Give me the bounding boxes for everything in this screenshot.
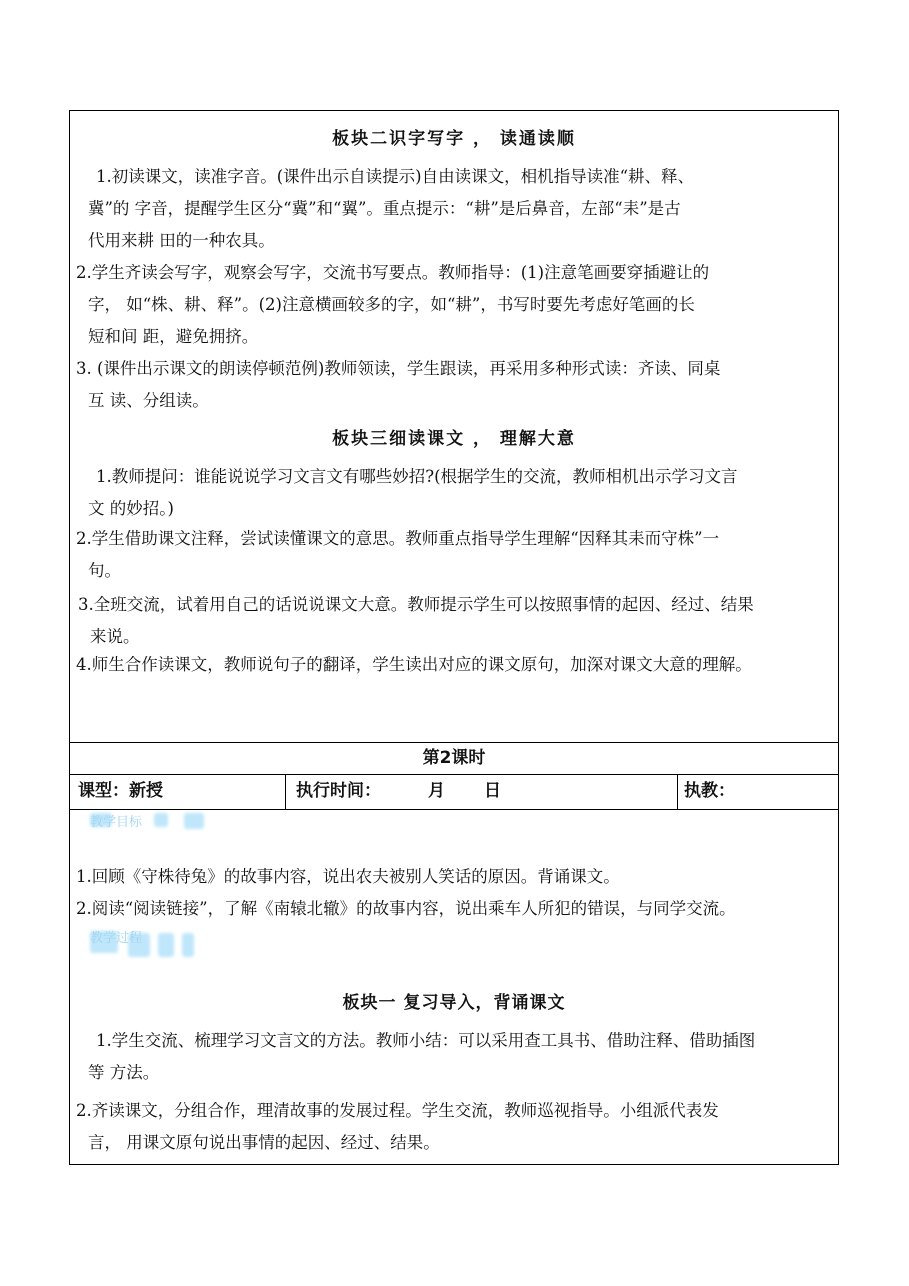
faded-marker [182,933,194,957]
section3-item-2 [76,523,836,587]
section3-item-3 [78,589,838,653]
teacher-label: 执教： [684,781,735,801]
section3-item-1-line1: 1.教师提问：谁能说说学习文言文有哪些妙招?(根据学生的交流，教师相机出示学习文言 [96,467,738,486]
section1-item-1-line2: 等 方法。 [88,1063,160,1082]
section3-item-4 [76,649,836,681]
section3-item-2-line2: 句。 [88,561,121,580]
section2-item-2 [76,257,836,353]
goal-item-1: 1.回顾《守株待兔》的故事内容，说出农夫被别人笑话的原因。背诵课文。 [76,867,620,886]
section2-item-3 [76,353,836,417]
section1-item-2-line1: 2.齐读课文，分组合作，理清故事的发展过程。学生交流，教师巡视指导。小组派代表发 [76,1101,719,1120]
lesson-type-cell: 课型：新授 [78,781,163,801]
section2-item-1-line1: 1.初读课文，读准字音。(课件出示自读提示)自由读课文，相机指导读准“耕、释、 [96,167,695,186]
cell-divider [285,774,286,809]
section1-item-2-line2: 言， 用课文原句说出事情的起因、经过、结果。 [88,1133,440,1152]
section2-item-3-line2: 互 读、分组读。 [88,391,209,410]
section2-item-3-line1: 3. (课件出示课文的朗读停顿范例)教师领读，学生跟读，再采用多种形式读：齐读、同桌 [76,359,721,378]
goals-list [76,861,836,925]
execution-time-label: 执行时间： [296,781,381,801]
section2-item-2-line3: 短和间 距，避免拥挤。 [88,327,259,346]
section3-item-2-line1: 2.学生借助课文注释，尝试读懂课文的意思。教师重点指导学生理解“因释其耒而守株”一 [76,529,720,548]
section1-title: 板块一 复习导入，背诵课文 [342,993,566,1013]
section2-item-1-line3: 代用来耕 田的一种农具。 [88,231,275,250]
month-label: 月 [428,781,445,801]
section2-title: 板块二识字写字 ， 读通读顺 [332,129,576,149]
section3-item-4-line1: 4.师生合作读课文，教师说句子的翻译，学生读出对应的课文原句，加深对课文大意的理解。 [76,655,752,674]
lesson2-title: 第2课时 [422,748,486,768]
section2-item-2-line1: 2.学生齐读会写字，观察会写字，交流书写要点。教师指导：(1)注意笔画要穿插避让的 [76,263,710,282]
section1-item-1-line1: 1.学生交流、梳理学习文言文的方法。教师小结：可以采用查工具书、借助注释、借助插图 [96,1031,756,1050]
cell-divider [677,774,678,809]
divider-line [70,809,838,810]
section3-item-1-line2: 文 的妙招。) [88,499,174,518]
section2-item-2-line2: 字， 如“株、耕、释”。(2)注意横画较多的字，如“耕”，书写时要先考虑好笔画的长 [88,295,695,314]
section2-item-1-line2: 冀”的 字音，提醒学生区分“冀”和“翼”。重点提示：“耕”是后鼻音，左部“耒”是古 [88,199,681,218]
section3-title: 板块三细读课文 ， 理解大意 [332,429,576,449]
section1-item-1 [88,1025,836,1089]
lesson-plan-table [69,110,839,1165]
teaching-goals-faded-label: 教学目标 [90,815,143,830]
faded-marker [154,813,168,827]
goal-item-2: 2.阅读“阅读链接”，了解《南辕北辙》的故事内容，说出乘车人所犯的错误，与同学交流。 [76,899,736,918]
day-label: 日 [484,781,501,801]
section2-item-1 [88,161,836,257]
faded-marker [184,813,204,829]
section3-item-1 [88,461,836,525]
teaching-process-faded-label: 教学过程 [90,931,143,946]
section1-item-2 [76,1095,836,1159]
faded-marker [158,933,174,957]
section3-item-3-line1: 3.全班交流，试着用自己的话说说课文大意。教师提示学生可以按照事情的起因、经过、结果 [78,595,754,614]
section3-item-3-line2: 来说。 [90,627,140,646]
